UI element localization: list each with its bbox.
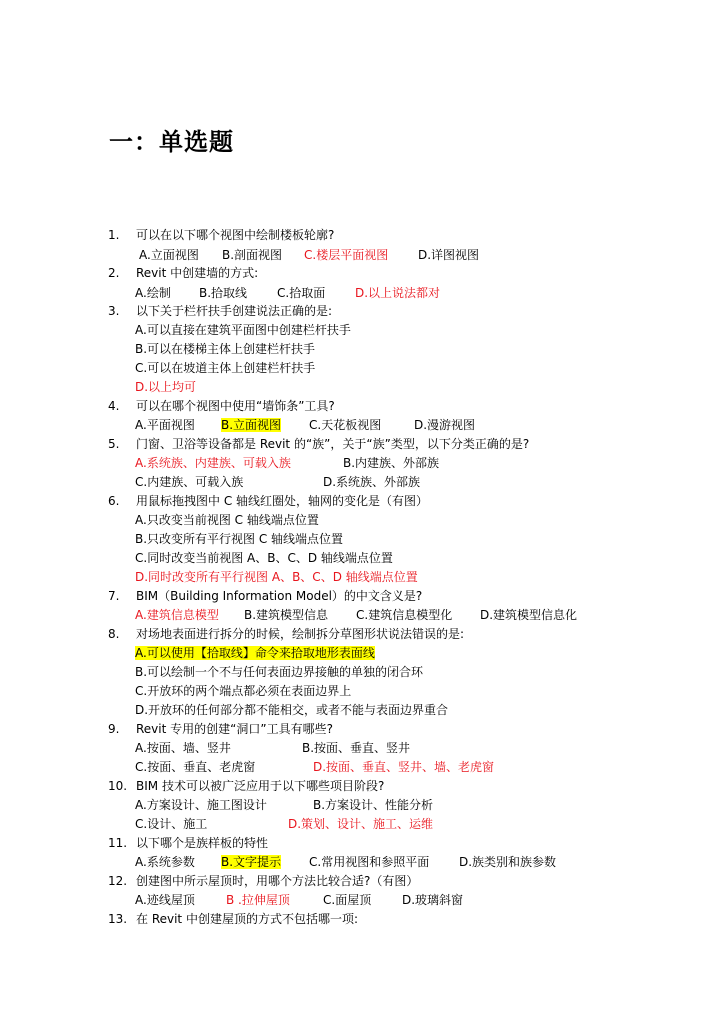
option-d-answer: D.以上说法都对 <box>355 286 441 300</box>
option-a-answer: A.建筑信息模型 <box>135 608 219 622</box>
option-c: C.开放环的两个端点都必须在表面边界上 <box>135 684 352 698</box>
question-number: 8. <box>108 627 120 641</box>
option-d: D.开放环的任何部分都不能相交，或者不能与表面边界重合 <box>135 703 449 717</box>
option-a: A.绘制 <box>135 286 171 300</box>
option-a: A.平面视图 <box>135 418 195 432</box>
option-a: A.迹线屋顶 <box>135 893 195 907</box>
option-d: D.玻璃斜窗 <box>402 893 464 907</box>
option-d: D.系统族、外部族 <box>323 475 421 489</box>
option-d: D.漫游视图 <box>414 418 476 432</box>
option-c: C.可以在坡道主体上创建栏杆扶手 <box>135 361 316 375</box>
question-number: 1. <box>108 228 120 242</box>
question-text: 门窗、卫浴等设备都是 Revit 的“族”，关于“族”类型，以下分类正确的是? <box>136 437 530 451</box>
option-d-answer: D.策划、设计、施工、运维 <box>288 817 434 831</box>
question-text: 创建图中所示屋顶时，用哪个方法比较合适?（有图） <box>136 874 419 888</box>
question-number: 6. <box>108 494 120 508</box>
question-text: BIM 技术可以被广泛应用于以下哪些项目阶段? <box>136 779 385 793</box>
page-title: 一：单选题 <box>109 128 234 156</box>
option-c: C.内建族、可载入族 <box>135 475 244 489</box>
question-text: Revit 专用的创建“洞口”工具有哪些? <box>136 722 333 736</box>
question-number: 4. <box>108 399 120 413</box>
option-a-answer: A.可以使用【拾取线】命令来拾取地形表面线 <box>135 646 375 660</box>
option-a: A.方案设计、施工图设计 <box>135 798 267 812</box>
option-d-answer: D.按面、垂直、竖井、墙、老虎窗 <box>313 760 495 774</box>
question-number: 12. <box>108 874 128 888</box>
option-c: C.设计、施工 <box>135 817 208 831</box>
question-text: 对场地表面进行拆分的时候，绘制拆分草图形状说法错误的是: <box>136 627 465 641</box>
question-number: 11. <box>108 836 128 850</box>
question-text: 在 Revit 中创建屋顶的方式不包括哪一项: <box>136 912 358 926</box>
question-number: 10. <box>108 779 128 793</box>
question-number: 7. <box>108 589 120 603</box>
option-c: C.同时改变当前视图 A、B、C、D 轴线端点位置 <box>135 551 393 565</box>
option-b: B.按面、垂直、竖井 <box>302 741 411 755</box>
option-a: A.立面视图 <box>139 248 199 262</box>
option-b: B.可以绘制一个不与任何表面边界接触的单独的闭合环 <box>135 665 424 679</box>
option-c: C.天花板视图 <box>309 418 382 432</box>
option-c: C.面屋顶 <box>323 893 372 907</box>
option-c: C.按面、垂直、老虎窗 <box>135 760 256 774</box>
question-text: 可以在哪个视图中使用“墙饰条”工具? <box>136 399 335 413</box>
question-text: 以下哪个是族样板的特性 <box>136 836 269 850</box>
option-b: B.拾取线 <box>199 286 248 300</box>
question-text: 以下关于栏杆扶手创建说法正确的是: <box>136 304 333 318</box>
option-d: D.详图视图 <box>418 248 480 262</box>
option-a-answer: A.系统族、内建族、可载入族 <box>135 456 291 470</box>
option-d-answer: D.以上均可 <box>135 380 197 394</box>
option-c: C.建筑信息模型化 <box>356 608 453 622</box>
question-text: 用鼠标拖拽图中 C 轴线红圈处，轴网的变化是（有图） <box>136 494 429 508</box>
option-b-answer: B.立面视图 <box>221 418 282 432</box>
option-c: C.拾取面 <box>277 286 326 300</box>
option-a: A.系统参数 <box>135 855 195 869</box>
question-text: BIM（Building Information Model）的中文含义是? <box>136 589 423 603</box>
option-b: B.剖面视图 <box>222 248 283 262</box>
question-number: 13. <box>108 912 128 926</box>
option-c-answer: C.楼层平面视图 <box>304 248 389 262</box>
option-d-answer: D.同时改变所有平行视图 A、B、C、D 轴线端点位置 <box>135 570 418 584</box>
option-a: A.可以直接在建筑平面图中创建栏杆扶手 <box>135 323 351 337</box>
question-number: 9. <box>108 722 120 736</box>
option-a: A.按面、墙、竖井 <box>135 741 231 755</box>
option-b: B.建筑模型信息 <box>244 608 329 622</box>
option-b: B.内建族、外部族 <box>343 456 440 470</box>
option-d: D.建筑模型信息化 <box>480 608 578 622</box>
option-b-answer: B .拉伸屋顶 <box>226 893 290 907</box>
question-number: 3. <box>108 304 120 318</box>
option-b-answer: B.文字提示 <box>221 855 282 869</box>
question-number: 2. <box>108 266 120 280</box>
question-8-options <box>135 646 375 660</box>
question-text: Revit 中创建墙的方式: <box>136 266 259 280</box>
option-d: D.族类别和族参数 <box>459 855 557 869</box>
option-c: C.常用视图和参照平面 <box>309 855 430 869</box>
question-number: 5. <box>108 437 120 451</box>
option-b: B.方案设计、性能分析 <box>313 798 434 812</box>
option-b: B.只改变所有平行视图 C 轴线端点位置 <box>135 532 344 546</box>
question-text: 可以在以下哪个视图中绘制楼板轮廓? <box>136 228 335 242</box>
option-b: B.可以在楼梯主体上创建栏杆扶手 <box>135 342 316 356</box>
option-a: A.只改变当前视图 C 轴线端点位置 <box>135 513 319 527</box>
